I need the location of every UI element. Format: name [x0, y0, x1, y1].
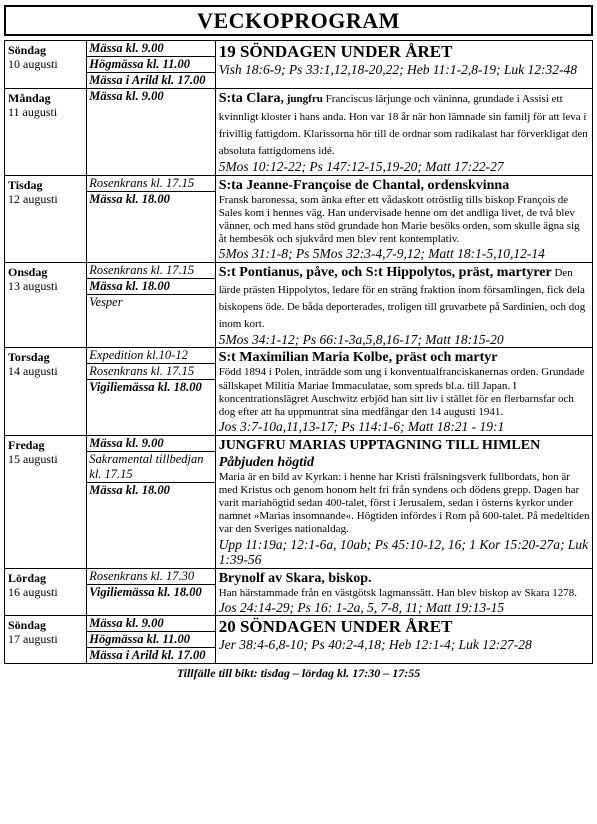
feast-title: S:ta Jeanne-Françoise de Chantal, ordenskvinna: [218, 177, 510, 193]
feast-title: S:t Maximilian Maria Kolbe, präst och martyr: [218, 350, 498, 366]
feast-description: Född 1894 i Polen, inträdde som ung i konventualfranciskanernas orden. Grundade sällskapet Militia Mariae Immaculatae, som spreds bl.a. till Japan. I koncentrationslägret Auschwitz erbjöd han sitt liv i stället för en flerbarnsfar och dog efter att ha uppmuntrat sina medfångar den 14 augusti 1941.: [218, 366, 585, 418]
bible-readings: Jos 3:7-10a,11,13-17; Ps 114:1-6; Matt 18:21 - 19:1: [218, 419, 505, 435]
feast-description: Den lärde prästen Hippolytos, ledare för en sträng fraktion inom församlingen, fick dela biskopens öde. De båda deporterades, troligen till gruvarbete på Sardinien, och dog inom kort.: [218, 266, 586, 330]
day-name: Onsdag: [8, 264, 48, 279]
bible-readings: Jer 38:4-6,8-10; Ps 40:2-4,18; Heb 12:1-4; Luk 12:27-28: [218, 637, 532, 653]
feast-description: Fransk baronessa, som änka efter ett vådaskott otröstlig tills biskop François de Sales kom i hennes väg. Han undervisade henne om det andliga livet, de två blev vänner, och med hans stöd grundade hon Marie besöks orden, som skulle ägna sig åt hembesök och sjukvård men blev rent kontemplativ.: [218, 193, 580, 246]
feast-heading: [219, 90, 590, 159]
services-cell: [87, 435, 215, 568]
service-item: Vigiliemässa kl. 18.00: [89, 380, 202, 395]
day-row: [5, 262, 593, 348]
feast-title: 20 SÖNDAGEN UNDER ÅRET: [218, 617, 453, 637]
feast-title: Brynolf av Skara, biskop.: [218, 570, 372, 586]
feast-heading: [219, 264, 590, 332]
bible-readings: Vish 18:6-9; Ps 33:1,12,18-20,22; Heb 11:1-2,8-19; Luk 12:32-48: [218, 62, 577, 77]
day-date: 13 augusti: [8, 278, 58, 293]
day-cell: [5, 175, 87, 262]
day-row: [5, 41, 593, 89]
day-row: [5, 568, 593, 616]
feast-rank: Påbjuden högtid: [218, 454, 314, 470]
feast-heading: [219, 570, 590, 587]
bible-readings: 5Mos 10:12-22; Ps 147:12-15,19-20; Matt 17:22-27: [218, 159, 504, 174]
schedule-table: [4, 40, 593, 664]
description-cell: [215, 175, 592, 262]
services-cell: [87, 568, 215, 616]
service-item: Mässa kl. 9.00: [89, 89, 164, 103]
day-cell: [5, 41, 87, 89]
day-row: [5, 175, 593, 262]
day-cell: [5, 262, 87, 348]
service-item: Vesper: [89, 294, 123, 309]
services-cell: [87, 175, 215, 262]
services-cell: [87, 89, 215, 176]
bible-readings: Jos 24:14-29; Ps 16: 1-2a, 5, 7-8, 11; Matt 19:13-15: [218, 599, 505, 615]
service-item: Rosenkrans kl. 17.15: [87, 364, 214, 380]
page-title: VECKOPROGRAM: [4, 5, 593, 36]
feast-heading: [219, 437, 590, 471]
day-name: Torsdag: [8, 350, 50, 365]
service-item: Mässa i Arild kl. 17.00: [89, 73, 206, 87]
day-name: Fredag: [8, 437, 45, 452]
day-date: 11 augusti: [8, 105, 58, 119]
bible-readings: 5Mos 31:1-8; Ps 5Mos 32:3-4,7-9,12; Matt 18:1-5,10,12-14: [218, 246, 545, 262]
day-row: [5, 348, 593, 435]
service-item: Högmässa kl. 11.00: [87, 632, 214, 648]
service-item: Expedition kl.10-12: [87, 348, 214, 364]
day-row: [5, 616, 593, 664]
feast-heading: [219, 349, 590, 366]
day-name: Tisdag: [8, 177, 43, 192]
day-cell: [5, 435, 87, 568]
description-cell: [215, 262, 592, 348]
feast-title: S:t Pontianus, påve, och S:t Hippolytos, präst, martyrer: [218, 264, 552, 280]
feast-heading: [219, 177, 590, 194]
confession-note: Tillfälle till bikt: tisdag – lördag kl. 17:30 – 17:55: [176, 666, 421, 681]
feast-title: S:ta Clara,: [218, 91, 285, 106]
service-item: Rosenkrans kl. 17.15: [87, 263, 214, 279]
description-cell: [215, 41, 592, 89]
day-row: [5, 89, 593, 176]
service-item: Rosenkrans kl. 17.30: [87, 569, 214, 585]
day-cell: [5, 616, 87, 664]
services-cell: [87, 41, 215, 89]
description-cell: [215, 435, 592, 568]
service-item: Mässa kl. 9.00: [87, 436, 214, 452]
feast-subtitle: jungfru: [284, 93, 323, 105]
day-date: 12 augusti: [8, 191, 58, 206]
day-cell: [5, 348, 87, 435]
service-item: Högmässa kl. 11.00: [87, 57, 214, 73]
feast-heading: [219, 42, 590, 62]
description-cell: [215, 568, 592, 616]
feast-description: Han härstammade från en västgötsk lagmanssätt. Han blev biskop av Skara 1278.: [218, 586, 578, 599]
feast-title: JUNGFRU MARIAS UPPTAGNING TILL HIMLEN: [218, 437, 541, 453]
service-item: Mässa kl. 18.00: [87, 279, 214, 295]
service-item: Vigiliemässa kl. 18.00: [89, 584, 202, 599]
day-date: 16 augusti: [8, 584, 58, 599]
feast-description: Franciscus lärjunge och väninna, grundade i Assisi ett kvinnligt kloster i hans anda. Hon var 18 år när hon lämnade sin familj för att leva i frivillig fattigdom. Klarissorna hör till de ordnar som radikalast har förverkligat den absoluta fattigdomens idé.: [218, 93, 588, 157]
day-cell: [5, 89, 87, 176]
day-date: 10 augusti: [8, 57, 58, 71]
services-cell: [87, 616, 215, 664]
service-item: Mässa kl. 18.00: [89, 191, 170, 206]
day-date: 15 augusti: [8, 451, 58, 466]
service-item: Mässa i Arild kl. 17.00: [89, 648, 206, 663]
services-cell: [87, 262, 215, 348]
description-cell: [215, 616, 592, 664]
service-item: Mässa kl. 9.00: [87, 616, 214, 632]
day-date: 14 augusti: [8, 364, 58, 379]
service-item: Rosenkrans kl. 17.15: [87, 176, 214, 192]
day-cell: [5, 568, 87, 616]
services-cell: [87, 348, 215, 435]
bible-readings: 5Mos 34:1-12; Ps 66:1-3a,5,8,16-17; Matt 18:15-20: [218, 331, 504, 347]
weekly-program: [4, 5, 593, 681]
day-row: [5, 435, 593, 568]
description-cell: [215, 89, 592, 176]
bible-readings: Upp 11:19a; 12:1-6a, 10ab; Ps 45:10-12, 16; 1 Kor 15:20-27a; Luk 1:39-56: [218, 536, 589, 568]
feast-description: Maria är en bild av Kyrkan: i henne har Kristi frälsningsverk fullbordats, hon är med Kristus och genom honom helt fri från syndens och dödens grepp. Dagen har varit mariahögtid sedan 400-talet, först i Jerusalem, sedan i österns kyrkor under namnet »Marias insomnande«. Högtiden infördes i Rom på 600-talet. På medeltiden var den Sveriges nationaldag.: [218, 470, 590, 536]
day-date: 17 augusti: [8, 632, 58, 647]
service-item: Sakramental tillbedjan kl. 17.15: [87, 452, 214, 483]
description-cell: [215, 348, 592, 435]
feast-title: 19 SÖNDAGEN UNDER ÅRET: [218, 42, 453, 61]
day-name: Söndag: [8, 618, 47, 633]
service-item: Mässa kl. 18.00: [89, 482, 170, 497]
feast-heading: [219, 617, 590, 637]
day-name: Lördag: [8, 570, 47, 585]
day-name: Söndag: [8, 43, 47, 57]
day-name: Måndag: [8, 91, 51, 105]
service-item: Mässa kl. 9.00: [87, 41, 214, 57]
